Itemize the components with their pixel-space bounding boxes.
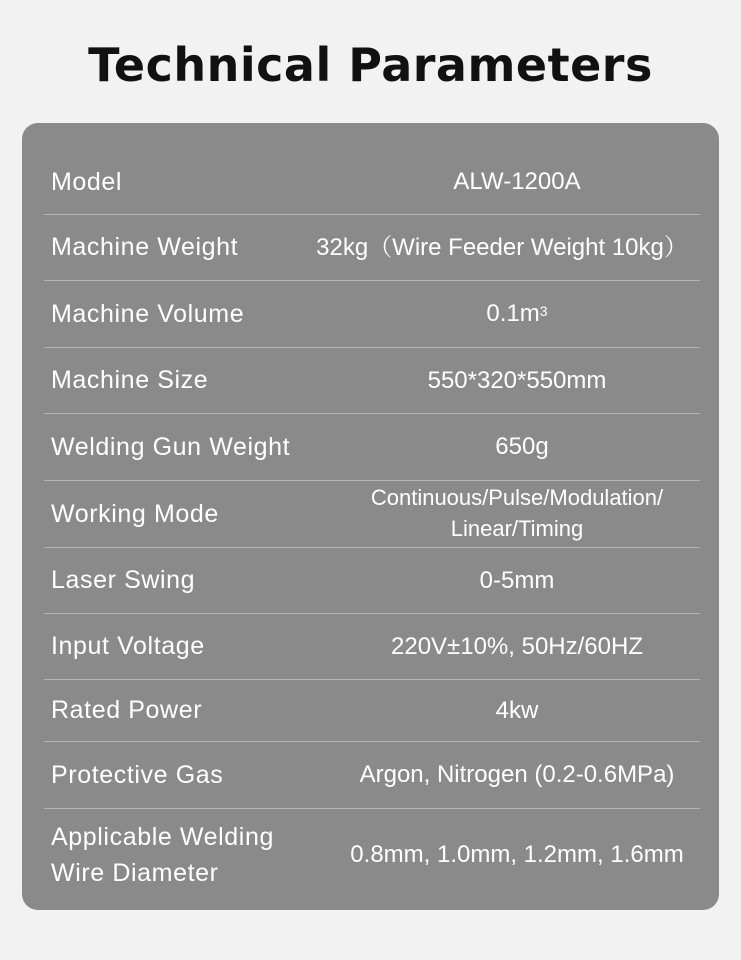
table-row [44,150,700,215]
row-label: Rated Power [51,696,203,725]
row-value [334,281,700,347]
mode-line-1: Continuous/Pulse/Modulation/ [370,485,664,511]
row-label: Protective Gas [51,760,224,789]
row-label: Machine Volume [51,299,245,328]
row-label: Machine Weight [51,233,239,262]
row-value: 4kw [495,696,539,724]
label-line-2: Wire Diameter [51,859,219,887]
parameters-table [22,123,719,910]
row-value: 650g [495,433,549,461]
row-value: Argon, Nitrogen (0.2-0.6MPa) [359,761,675,789]
volume-exponent: 3 [539,303,548,320]
row-value: 550*320*550mm [427,366,607,394]
row-label: Machine Size [51,366,209,395]
row-label: Welding Gun Weight [51,432,291,461]
table-row [44,414,700,481]
table-row [44,809,700,901]
table-row [44,548,700,614]
row-value: 32kg（Wire Feeder Weight 10kg） [316,233,688,261]
page-title: Technical Parameters [88,38,653,92]
table-row [44,215,700,281]
row-label [51,809,274,901]
row-value: 0.8mm, 1.0mm, 1.2mm, 1.6mm [350,841,684,869]
table-row [44,481,700,548]
row-value: 220V±10%, 50Hz/60HZ [391,632,643,660]
mode-line-2: Linear/Timing [450,516,584,541]
table-row [44,348,700,414]
table-row [44,680,700,742]
row-value: 0-5mm [479,566,555,594]
row-label: Model [51,167,123,196]
row-value [334,481,700,547]
row-label: Laser Swing [51,566,196,595]
volume-value: 0.1m [486,300,540,328]
table-row [44,742,700,809]
row-label: Working Mode [51,499,219,528]
row-value: ALW-1200A [453,168,581,196]
table-row [44,614,700,680]
row-label: Input Voltage [51,632,205,661]
label-line-1: Applicable Welding [51,822,274,851]
table-row [44,281,700,348]
